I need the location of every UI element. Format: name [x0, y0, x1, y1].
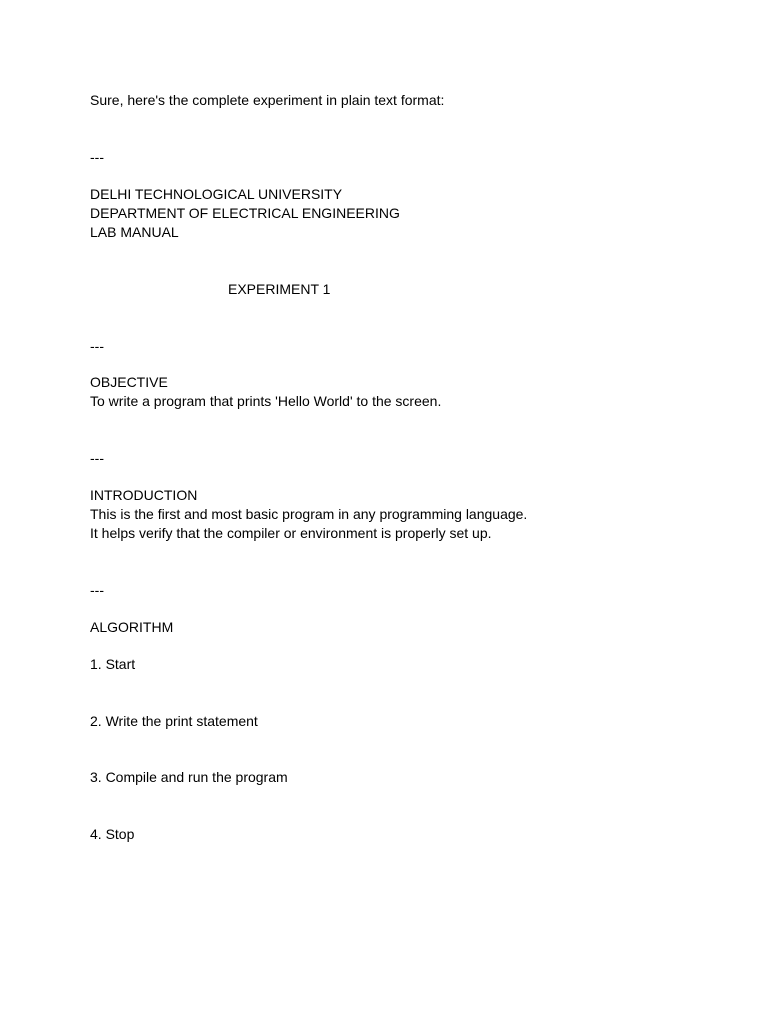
algorithm-step: 3. Compile and run the program — [90, 769, 288, 785]
experiment-title: EXPERIMENT 1 — [228, 281, 331, 297]
separator-3: --- — [90, 450, 104, 466]
intro-text: Sure, here's the complete experiment in plain text format: — [90, 92, 445, 108]
department-name: DEPARTMENT OF ELECTRICAL ENGINEERING — [90, 205, 400, 221]
separator-1: --- — [90, 149, 104, 165]
objective-heading: OBJECTIVE — [90, 374, 168, 390]
introduction-line: It helps verify that the compiler or environment is properly set up. — [90, 525, 492, 541]
lab-manual-label: LAB MANUAL — [90, 224, 179, 240]
objective-text: To write a program that prints 'Hello World' to the screen. — [90, 393, 442, 409]
separator-2: --- — [90, 338, 104, 354]
separator-4: --- — [90, 582, 104, 598]
algorithm-step: 2. Write the print statement — [90, 713, 258, 729]
algorithm-step: 4. Stop — [90, 826, 135, 842]
university-name: DELHI TECHNOLOGICAL UNIVERSITY — [90, 186, 343, 202]
algorithm-step: 1. Start — [90, 656, 136, 672]
introduction-heading: INTRODUCTION — [90, 487, 198, 503]
introduction-line: This is the first and most basic program in any programming language. — [90, 506, 528, 522]
algorithm-heading: ALGORITHM — [90, 619, 174, 635]
